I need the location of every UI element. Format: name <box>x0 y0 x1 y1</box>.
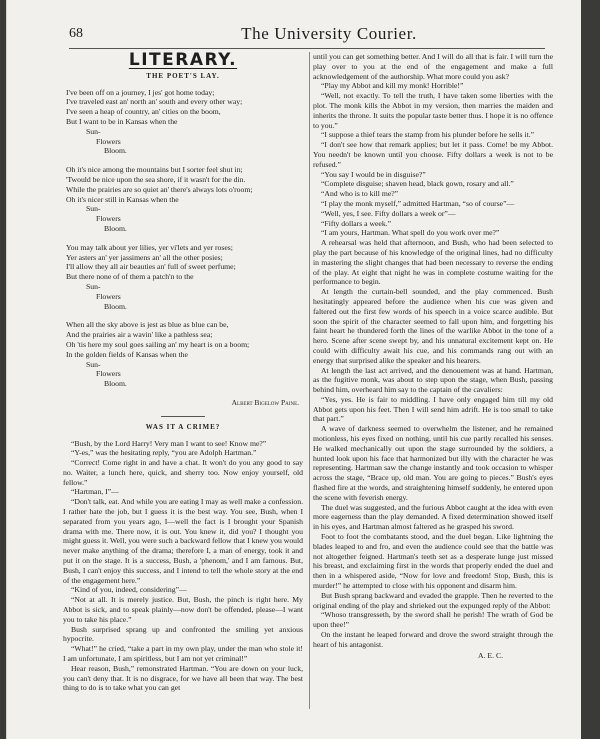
page-header <box>7 22 581 46</box>
poem-line: While the prairies are so quiet an' there's always lots o'room; <box>66 184 253 194</box>
poem-line: Sun- <box>86 281 101 291</box>
poem-line: Bloom. <box>104 146 127 156</box>
story-paragraph: “Yes, yes. He is fair to middling. I have only engaged him till my old Abbot gets upon his feet. Then I will send him adrift. He is too small to take that part.” <box>313 394 553 424</box>
story-paragraph: “Well, not exactly. To tell the truth, I have taken some liberties with the plot. The monk kills the Abbot in my version, then marries the maiden and inherits the throne. It suits the popular taste better thus. I hope it is no offence to you.” <box>313 91 553 130</box>
story-title: WAS IT A CRIME? <box>145 422 221 431</box>
poem-line: But there none of of them a patch'n to the <box>66 272 194 282</box>
story-paragraph: “Kind of you, indeed, considering”— <box>71 585 187 595</box>
poem-stanza <box>66 320 303 389</box>
section-title: LITERARY. <box>128 50 238 70</box>
story-paragraph: “Not at all. It is merely justice. But, Bush, the pinch is right here. My Abbot is sick, and to speak plainly—now don't be offended, please—I want you to take his place.” <box>63 595 303 624</box>
story-paragraph: A rehearsal was held that afternoon, and Bush, who had been selected to play the part because of his knowledge of the original lines, had no difficulty in mastering the slight changes that had been necessary to reverse the ending of the play. At eight that night he was in complete costume waiting for the performance to begin. <box>313 238 553 287</box>
poem-stanza <box>66 88 303 157</box>
story-paragraph: “Complete disguise; shaven head, black gown, rosary and all.” <box>321 179 514 189</box>
poem <box>63 88 303 389</box>
story-paragraph: “Don't talk, eat. And while you are eating I may as well make a confession. I rather hate the job, but I guess it is the best way. You see, Bush, when I separated from you years ago, I—well the fact is I brought your Spanish drama with me. There now, it is out. You knew it, did you? I thought you might guess it. Well, you were such a backward fellow that I knew you would never make anything of the drama; therefore I, a man of energy, took it and put it on the stage. It is a success, Bush, a 'phenom,' and I am famous. But, Bush, I can't enjoy this success, and I intend to tell the whole story at the end of the engagement here.” <box>63 497 303 585</box>
story-paragraph: “And who is to kill me?” <box>321 189 399 199</box>
page-number: 68 <box>69 26 83 41</box>
poem-line: Flowers <box>96 291 121 301</box>
poem-line: Flowers <box>96 214 121 224</box>
poem-line: Oh it's nicer still in Kansas when the <box>66 194 179 204</box>
poem-line: I've been off on a journey, I jes' got home today; <box>66 87 215 97</box>
story-right-text <box>313 52 553 650</box>
story-paragraph: “Correct! Come right in and have a chat. It won't do you any good to say no. Waiter, a lunch here, quick, and sherry too. Now enjoy yourself, old fellow.” <box>63 458 303 487</box>
poem-line: When all the sky above is jest as blue as blue can be, <box>66 320 229 330</box>
article-separator <box>161 416 205 417</box>
poem-line: Oh it's nice among the mountains but I sorter feel shut in; <box>66 165 243 175</box>
poem-line: Yer asters an' yer jassimens an' all the other posies; <box>66 252 223 262</box>
story-paragraph: “I am yours, Hartman. What spell do you work over me?” <box>321 228 500 238</box>
story-paragraph: “Well, yes, I see. Fifty dollars a week or”— <box>321 208 456 218</box>
story-paragraph: “Y-es,” was the hesitating reply, “you are Adolph Hartman.” <box>71 448 257 458</box>
story-paragraph: “Play my Abbot and kill my monk! Horrible!” <box>321 81 464 91</box>
column-divider <box>309 52 310 709</box>
poem-line: 'Twould be nice upon the sea shore, if it wasn't for the din. <box>66 174 246 184</box>
poem-line: Bloom. <box>104 301 127 311</box>
story-paragraph: “Fifty dollars a week.” <box>321 218 392 228</box>
left-column <box>63 52 303 693</box>
poem-line: Flowers <box>96 369 121 379</box>
story-paragraph: On the instant he leaped forward and drove the sword straight through the heart of his antagonist. <box>313 630 553 649</box>
story-paragraph: A wave of darkness seemed to overwhelm the listener, and he remained motionless, his eyes fixed on nothing, until his cue partly recalled his senses. He walked mechanically out upon the stage surrounded by the soldiers, a hunted look upon his face that harmonized but illy with the character he was representing. Hartman saw the change instantly and took occasion to whisper across the stage, “Brace up, old man. You are going to pieces.” Bush's eyes flashed fire at the words, and straightening himself suddenly, he entered upon the scene with feverish energy. <box>313 424 553 502</box>
story-paragraph: “What!” he cried, “take a part in my own play, under the man who stole it! I am unfortunate, I am spiritless, but I am not yet criminal!” <box>63 644 303 664</box>
story-paragraph: At length the last act arrived, and the denouement was at hand. Hartman, as the fugitive monk, was about to step upon the stage, when Bush, passing behind him, overheard him say to the captain of the cavaliers: <box>313 365 553 395</box>
story-paragraph: But Bush sprang backward and evaded the grapple. Then he reverted to the original ending of the play and shrieked out the expunged reply of the Abbot: <box>313 590 553 610</box>
poem-title: THE POET'S LAY. <box>146 71 220 80</box>
story-left-text <box>63 439 303 694</box>
story-paragraph: At length the curtain-bell sounded, and the play commenced. Bush hesitatingly appeared before the audience when his cue was given and faltered out the first few words of his speech in a voice scarce audible. But soon the spirit of the character seemed to fall upon him, and forgetting his faint heart he thundered forth the lines of the warlike Abbot in the tone of a hero. Scene after scene swept by, and his unnatural excitement kept on. He could with difficulty await his cue, and his commands rang out with an energy that surprised alike the speaker and his hearers. <box>313 287 553 365</box>
story-paragraph: “Hartman, I”— <box>71 487 119 497</box>
poem-line: I'll allow they all air beauties an' full of sweet perfume; <box>66 262 236 272</box>
poem-line: Bloom. <box>104 223 127 233</box>
story-paragraph: until you can get something better. And I will do all that is fair. I will turn the play over to you at the end of the engagement and make a full acknowledgement of the authorship. What more could you ask? <box>313 52 553 81</box>
poem-stanza <box>66 165 303 234</box>
poem-line: I've seen a heap of country, an' cities on the boom, <box>66 107 221 117</box>
story-paragraph: “I suppose a thief tears the stamp from his plunder before he sells it.” <box>321 130 535 140</box>
poem-line: But I want to be in Kansas when the <box>66 116 178 126</box>
story-paragraph: The duel was suggested, and the furious Abbot caught at the idea with even more eagerness than the play demanded. A fixed determination showed itself in his eyes, and Hartman almost faltered as he grasped his sword. <box>313 502 553 532</box>
poem-line: Sun- <box>86 126 101 136</box>
poem-line: I've traveled east an' north an' south and every other way; <box>66 97 243 107</box>
page <box>6 0 581 739</box>
journal-title: The University Courier. <box>241 24 417 43</box>
poem-stanza <box>66 243 303 312</box>
story-paragraph: “Bush, by the Lord Harry! Very man I want to see! Know me?” <box>71 438 267 448</box>
story-paragraph: Foot to foot the combatants stood, and the duel began. Like lightning the blades leaped to and fro, and even the audience could see that the battle was not altogether feigned. Hartman's teeth set as a desperate lunge just missed his breast, and exclaiming first in the words that properly ended the duel and then in a whispered aside, “Now for love and freedom! Stop, Bush, this is murder!” he attempted to close with his opponent and disarm him. <box>313 532 553 591</box>
poem-line: Oh 'tis here my soul goes sailing an' my heart is on a boom; <box>66 339 250 349</box>
story-initials: A. E. C. <box>478 650 503 660</box>
story-paragraph: “You say I would be in disguise?” <box>321 169 426 179</box>
story-paragraph: Hear reason, Bush,” remonstrated Hartman. “You are down on your luck, you can't deny that. It is no disgrace, for we have all been that way. The best thing to do is to take what you can get <box>63 663 303 693</box>
poem-line: Sun- <box>86 204 101 214</box>
right-column <box>313 52 553 660</box>
poem-line: You may talk about yer lilies, yer vi'lets and yer roses; <box>66 242 233 252</box>
story-paragraph: Bush surprised sprang up and confronted the smiling yet anxious hypocrite. <box>63 624 303 644</box>
poem-author: Albert Bigelow Paine. <box>231 397 299 407</box>
poem-line: And the prairies air a wavin' like a pathless sea; <box>66 330 213 340</box>
poem-line: Sun- <box>86 359 101 369</box>
poem-line: Flowers <box>96 136 121 146</box>
poem-line: Bloom. <box>104 379 127 389</box>
story-paragraph: “Whoso transgresseth, by the sword shall he perish! The wrath of God be upon thee!” <box>313 610 553 630</box>
header-rule <box>69 48 545 49</box>
poem-line: In the golden fields of Kansas when the <box>66 349 188 359</box>
story-paragraph: “I don't see how that remark applies; but let it pass. Come! be my Abbot. You needn't be known until you choose. Fifty dollars a week is not to be refused.” <box>313 140 553 169</box>
story-paragraph: “I play the monk myself,” admitted Hartman, “so of course”— <box>321 198 515 208</box>
